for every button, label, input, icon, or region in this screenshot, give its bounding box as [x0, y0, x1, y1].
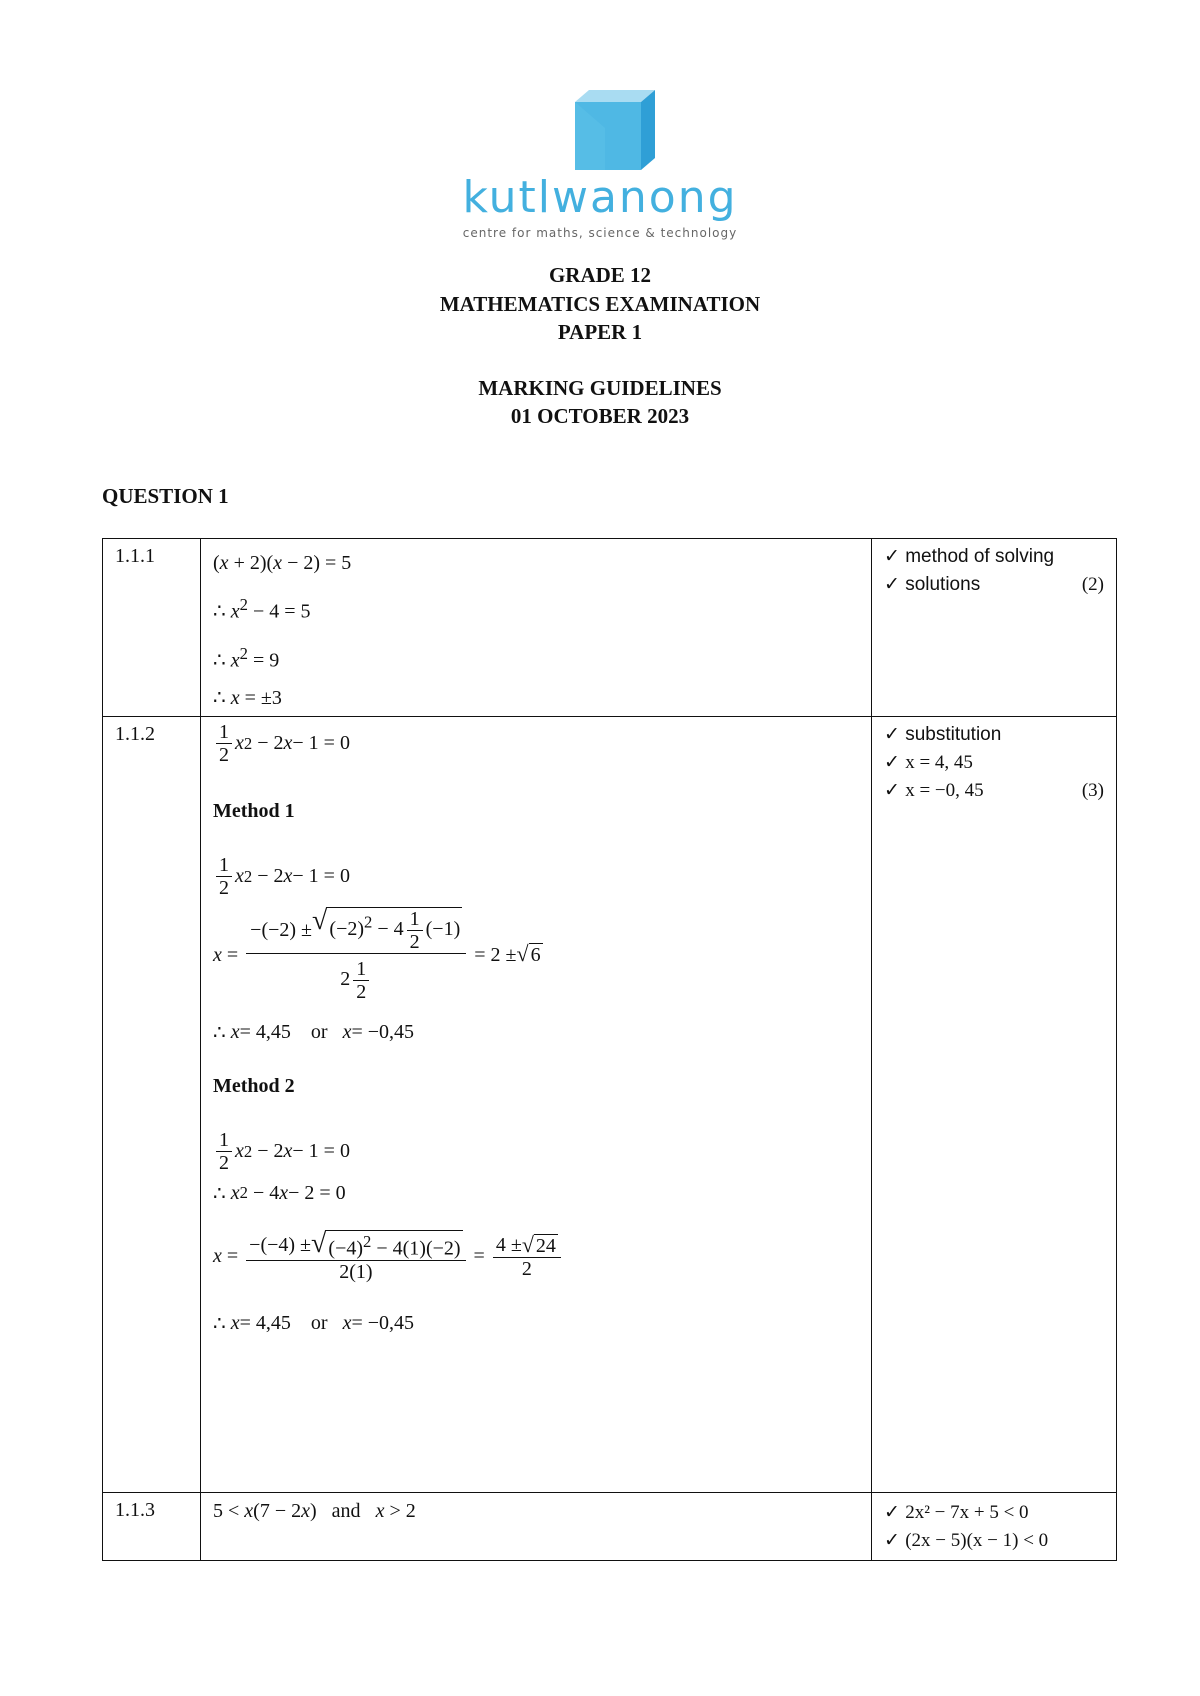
method-2-heading: Method 2	[213, 1075, 295, 1098]
marks-cell	[872, 1493, 1117, 1561]
check-icon: ✓	[884, 574, 900, 595]
mark-item: x = 4, 45	[905, 752, 973, 774]
mark-item: solutions	[905, 574, 981, 595]
check-icon: ✓	[884, 780, 900, 802]
mark-total: (3)	[1081, 780, 1104, 802]
math-line: $\frac{1}{2}$ x 2 − 2 x − 1 = 0	[213, 721, 871, 766]
math-line: ∴ $x^2 = 9$	[213, 643, 280, 672]
math-line: ∴ x = ±3	[213, 687, 282, 710]
working-cell	[201, 1493, 872, 1561]
header-subject: MATHEMATICS EXAMINATION	[439, 292, 761, 316]
check-icon: ✓	[884, 724, 900, 746]
header-doc-type: MARKING GUIDELINES	[478, 376, 722, 400]
marking-table	[102, 538, 1117, 1561]
table-row	[103, 717, 1117, 1493]
marks-cell	[872, 717, 1117, 1493]
marks-cell	[872, 539, 1117, 717]
mark-item: 2x² − 7x + 5 < 0	[905, 1502, 1029, 1524]
math-line: ∴ x 2 − 4 x − 2 = 0	[213, 1181, 346, 1205]
question-number: 1.1.1	[103, 539, 201, 717]
question-title: QUESTION 1	[102, 484, 229, 508]
header-paper: PAPER 1	[557, 320, 643, 344]
method-1-heading: Method 1	[213, 800, 295, 823]
check-icon: ✓	[884, 546, 900, 567]
mark-item: x = −0, 45	[905, 780, 984, 802]
quadratic-formula-line: x = −(−4) ± √ $(-4)^2 - 4(1)(-2)$ 2(1) = 4 ± √ 24 2	[213, 1230, 871, 1283]
question-number: 1.1.2	[103, 717, 201, 1493]
mark-item: substitution	[905, 724, 1002, 746]
math-line: $\frac{1}{2}$ x 2 − 2 x − 1 = 0	[213, 854, 871, 899]
brand-name: kutlwanong	[462, 172, 738, 223]
quadratic-formula-line: x = −(−2) ± √ $(-2)^2 - 4$ $\frac{1}{2}$ (−1) 2 $\frac{1}{2}$ = 2 ± √ 6	[213, 905, 541, 1004]
table-row	[103, 1493, 1117, 1561]
header-grade: GRADE 12	[548, 263, 652, 287]
math-line: ∴ x = 4,45 or x = −0,45	[213, 1312, 415, 1336]
mark-total: (2)	[1081, 574, 1104, 595]
cube-logo-icon	[575, 88, 655, 170]
math-line: $\frac{1}{2}$ x 2 − 2 x − 1 = 0	[213, 1129, 871, 1174]
check-icon: ✓	[884, 1530, 900, 1552]
mark-item: (2x − 5)(x − 1) < 0	[905, 1530, 1049, 1552]
check-icon: ✓	[884, 752, 900, 774]
table-row	[103, 539, 1117, 717]
brand-tagline: centre for maths, science & technology	[462, 226, 738, 240]
working-cell	[201, 717, 872, 1493]
math-line: ∴ $x^2 - 4 = 5$	[213, 595, 311, 623]
math-line: 5 < x(7 − 2x) and x > 2	[213, 1500, 416, 1523]
math-line: (x + 2)(x − 2) = 5	[213, 552, 352, 574]
mark-item: method of solving	[905, 546, 1055, 567]
question-number: 1.1.3	[103, 1493, 201, 1561]
working-cell	[201, 539, 872, 717]
check-icon: ✓	[884, 1502, 900, 1524]
header-date: 01 OCTOBER 2023	[510, 404, 690, 428]
math-line: ∴ x = 4,45 or x = −0,45	[213, 1020, 415, 1044]
